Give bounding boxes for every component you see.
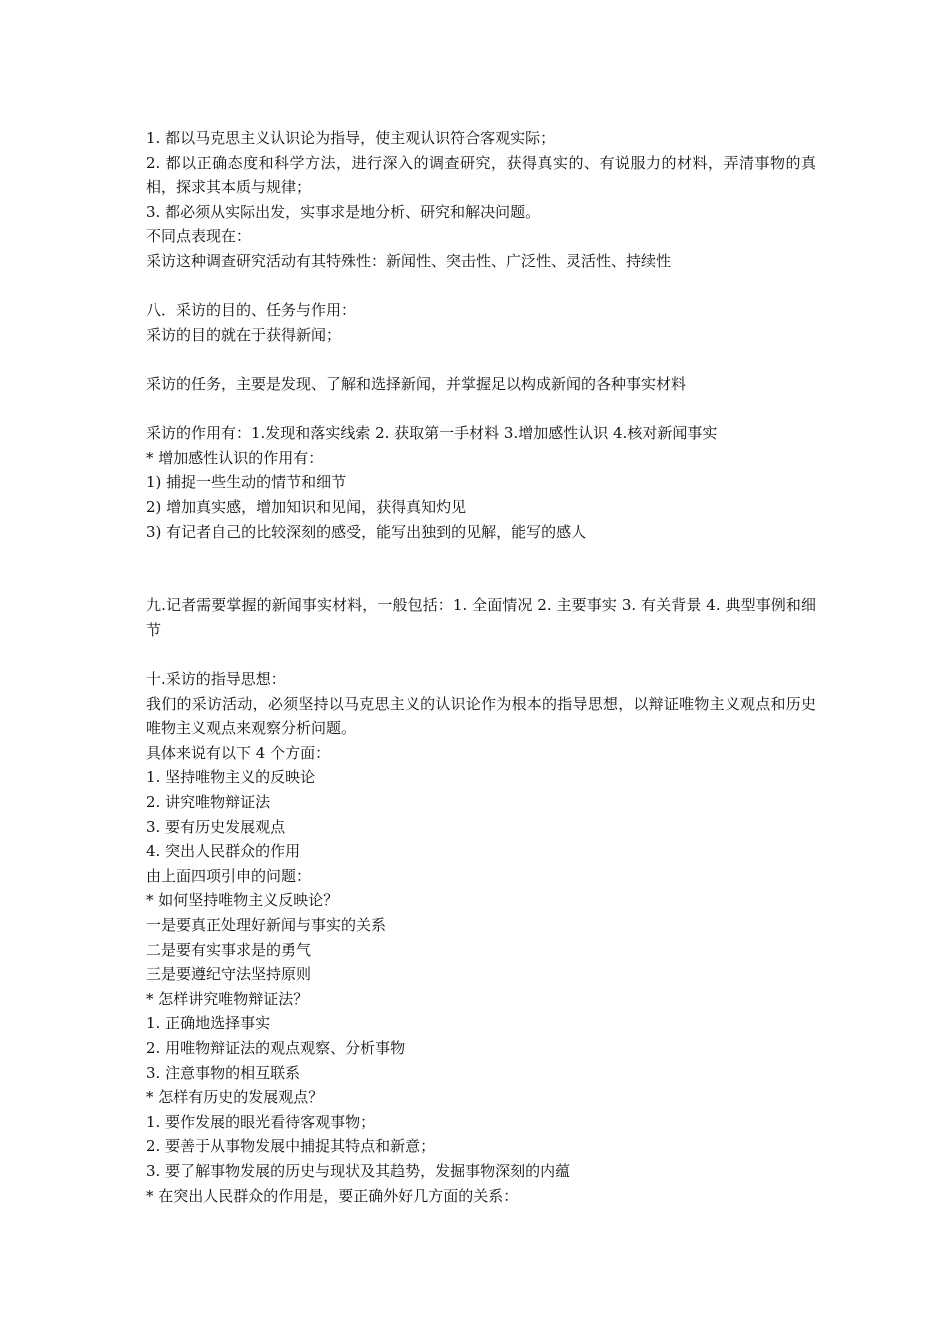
list-item: 2. 要善于从事物发展中捕捉其特点和新意； <box>146 1137 436 1156</box>
text-line: * 怎样讲究唯物辩证法？ <box>146 989 309 1008</box>
list-item: 1. 坚持唯物主义的反映论 <box>146 768 316 787</box>
text-paragraph: 2. 都以正确态度和科学方法，进行深入的调查研究，获得真实的、有说服力的材料，弄清事物的真相，探求其本质与规律； <box>146 153 816 197</box>
list-item: 4. 突出人民群众的作用 <box>146 842 301 861</box>
text-line: 具体来说有以下 4 个方面： <box>146 743 331 762</box>
text-line: 采访的作用有：1.发现和落实线索 2. 获取第一手材料 3.增加感性认识 4.核对新闻事实 <box>146 424 718 443</box>
list-item: 一是要真正处理好新闻与事实的关系 <box>146 916 387 934</box>
list-item: 2. 用唯物辩证法的观点观察、分析事物 <box>146 1038 406 1057</box>
text-line: 采访的目的就在于获得新闻； <box>146 325 342 344</box>
list-item: 三是要遵纪守法坚持原则 <box>146 965 312 984</box>
list-item: 3. 要了解事物发展的历史与现状及其趋势，发掘事物深刻的内蕴 <box>146 1161 571 1180</box>
text-line: * 怎样有历史的发展观点？ <box>146 1088 324 1107</box>
list-item: 二是要有实事求是的勇气 <box>146 940 312 959</box>
blank-line <box>146 642 816 667</box>
section-heading: 八．采访的目的、任务与作用： <box>146 301 357 320</box>
text-line: * 如何坚持唯物主义反映论？ <box>146 891 339 910</box>
text-line: 采访这种调查研究活动有其特殊性：新闻性、突击性、广泛性、灵活性、持续性 <box>146 251 672 270</box>
list-item: 1. 正确地选择事实 <box>146 1014 271 1033</box>
text-paragraph: 我们的采访活动，必须坚持以马克思主义的认识论作为根本的指导思想，以辩证唯物主义观点和历史唯物主义观点来观察分析问题。 <box>146 694 816 738</box>
list-item: 2. 讲究唯物辩证法 <box>146 793 271 812</box>
text-line: 采访的任务，主要是发现、了解和选择新闻，并掌握足以构成新闻的各种事实材料 <box>146 374 687 393</box>
list-item: 1. 要作发展的眼光看待客观事物； <box>146 1112 376 1131</box>
text-line: 3. 都必须从实际出发，实事求是地分析、研究和解决问题。 <box>146 202 541 221</box>
document-body <box>146 126 816 1208</box>
list-item: 3. 要有历史发展观点 <box>146 817 286 836</box>
text-line: * 在突出人民群众的作用是，要正确外好几方面的关系： <box>146 1186 519 1205</box>
blank-line <box>146 397 816 422</box>
text-line: 2) 增加真实感，增加知识和见闻，获得真知灼见 <box>146 497 467 516</box>
list-item: 3. 注意事物的相互联系 <box>146 1063 301 1082</box>
section-heading: 九.记者需要掌握的新闻事实材料，一般包括：1. 全面情况 2. 主要事实 3. 有关背景 4. 典型事例和细节 <box>146 596 816 639</box>
section-heading: 十.采访的指导思想： <box>146 670 286 689</box>
text-line: 1) 捕捉一些生动的情节和细节 <box>146 473 347 492</box>
blank-line <box>146 274 816 299</box>
text-line: 不同点表现在： <box>146 227 252 246</box>
text-line: 由上面四项引申的问题： <box>146 866 312 885</box>
blank-line <box>146 544 816 593</box>
text-line: 3) 有记者自己的比较深刻的感受，能写出独到的见解，能写的感人 <box>146 522 587 541</box>
text-line: 1. 都以马克思主义认识论为指导，使主观认识符合客观实际； <box>146 129 556 147</box>
blank-line <box>146 347 816 372</box>
text-line: * 增加感性认识的作用有： <box>146 448 324 467</box>
